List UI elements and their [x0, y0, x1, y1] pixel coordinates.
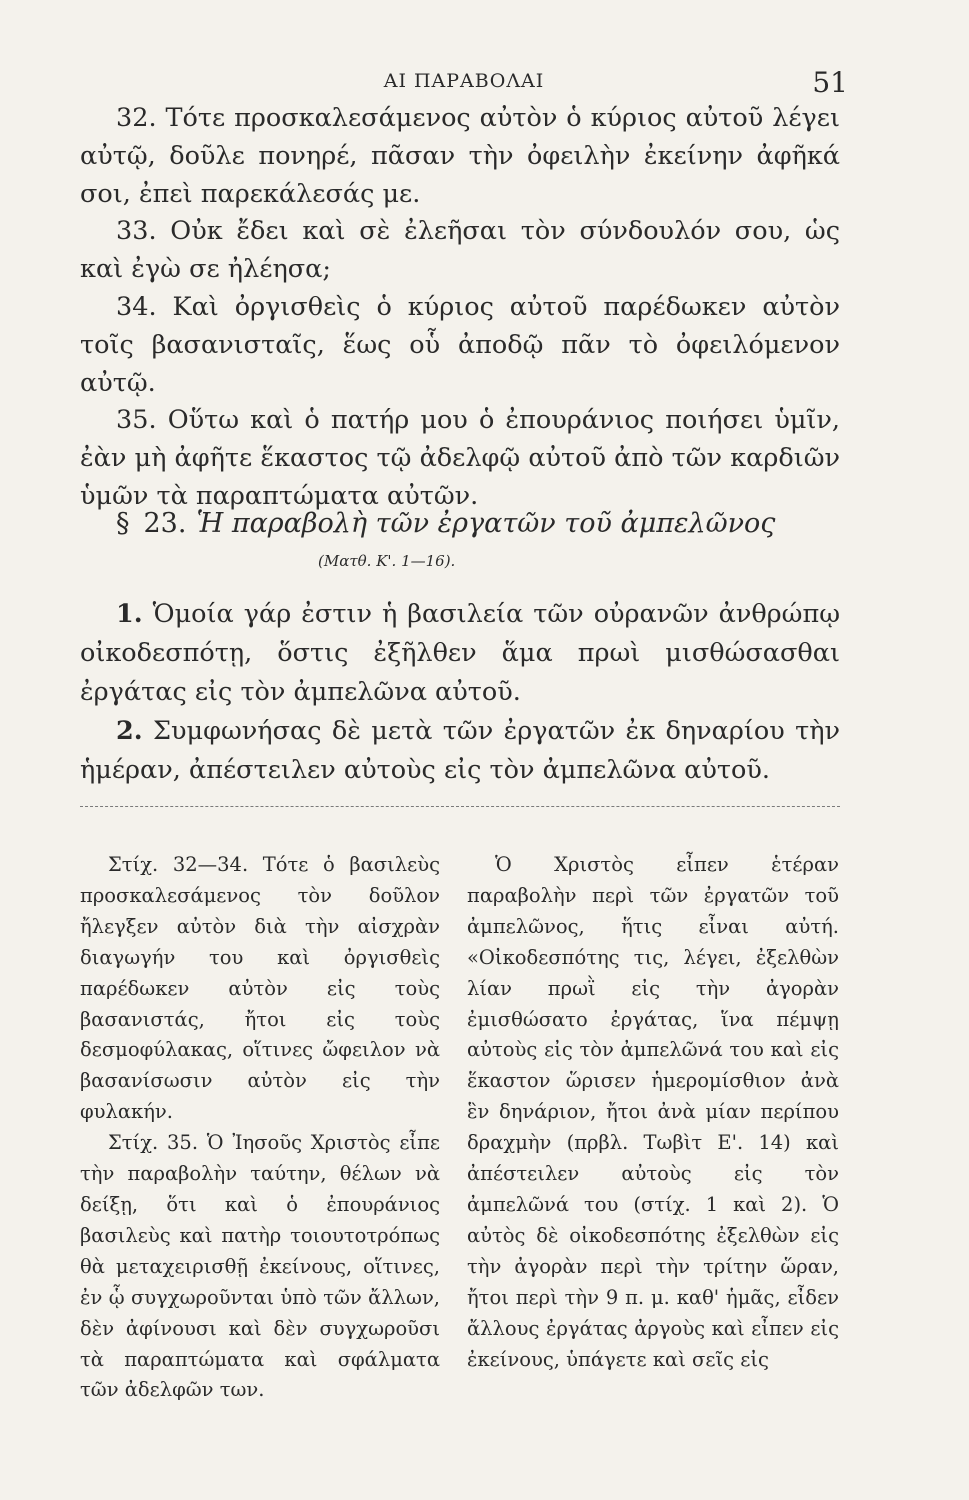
section-number: 23.: [143, 508, 187, 539]
section-heading: [116, 508, 840, 539]
verse-number: 33.: [116, 216, 157, 247]
main-text-section: [80, 595, 840, 790]
verse-35: [80, 402, 840, 515]
main-text-top: [80, 100, 840, 516]
verse-number: 1.: [116, 599, 143, 629]
verse-2: [80, 712, 840, 790]
commentary-left-column: [80, 850, 440, 1406]
verse-number: 34.: [116, 291, 157, 322]
commentary-note: Στίχ. 32—34. Τότε ὁ βασιλεὺς προσκαλεσάμενος τὸν δοῦλον ἤλεγξεν αὐτὸν διὰ τὴν αἰσχρὰν διαγωγήν του καὶ ὀργισθεὶς παρέδωκεν αὐτὸν εἰς τοὺς βασανιστάς, ἤτοι εἰς τοὺς δεσμοφύλακας, οἵτινες ὤφειλον νὰ βασανίσωσιν αὐτὸν εἰς τὴν φυλακήν.: [80, 853, 440, 1124]
running-head: [80, 66, 848, 98]
section-title: Ἡ παραβολὴ τῶν ἐργατῶν τοῦ ἀμπελῶνος: [196, 508, 776, 539]
running-head-title: ΑΙ ΠΑΡΑΒΟΛΑΙ: [383, 70, 545, 92]
commentary-right-column: [467, 850, 839, 1375]
verse-text: Οὕτω καὶ ὁ πατήρ μου ὁ ἐπουράνιος ποιήσει ὑμῖν, ἐὰν μὴ ἀφῆτε ἕκαστος τῷ ἀδελφῷ αὐτοῦ ἀπὸ τῶν καρδιῶν ὑμῶν τὰ παραπτώματα αὐτῶν.: [80, 405, 841, 511]
verse-text: Ὁμοία γάρ ἐστιν ἡ βασιλεία τῶν οὐρανῶν ἀνθρώπῳ οἰκοδεσπότῃ, ὅστις ἐξῆλθεν ἅμα πρωὶ μισθώσασθαι ἐργάτας εἰς τὸν ἀμπελῶνα αὐτοῦ.: [80, 599, 841, 707]
verse-text: Καὶ ὀργισθεὶς ὁ κύριος αὐτοῦ παρέδωκεν αὐτὸν τοῖς βασανισταῖς, ἕως οὗ ἀποδῷ πᾶν τὸ ὀφειλόμενον αὐτῷ.: [80, 291, 841, 398]
verse-32: [80, 100, 840, 213]
footnote-divider: [80, 806, 840, 807]
verse-number: 32.: [116, 103, 157, 133]
verse-text: Τότε προσκαλεσάμενος αὐτὸν ὁ κύριος αὐτοῦ λέγει αὐτῷ, δοῦλε πονηρέ, πᾶσαν τὴν ὀφειλὴν ἐκείνην ἀφῆκά σοι, ἐπεὶ παρεκάλεσάς με.: [80, 103, 841, 209]
commentary-note: Στίχ. 35. Ὁ Ἰησοῦς Χριστὸς εἶπε τὴν παραβολὴν ταύτην, θέλων νὰ δείξῃ, ὅτι καὶ ὁ ἐπουράνιος βασιλεὺς καὶ πατὴρ τοιουτοτρόπως θὰ μεταχειρισθῇ ἐκείνους, οἵτινες, ἐν ᾧ συγχωροῦνται ὑπὸ τῶν ἄλλων, δὲν ἀφίνουσι καὶ δὲν συγχωροῦσι τὰ παραπτώματα καὶ σφάλματα τῶν ἀδελφῶν των.: [80, 1131, 440, 1402]
commentary-note: Ὁ Χριστὸς εἶπεν ἑτέραν παραβολὴν περὶ τῶν ἐργατῶν τοῦ ἀμπελῶνος, ἥτις εἶναι αὐτή. «Οἰκοδεσπότης τις, λέγει, ἐξελθὼν λίαν πρωῒ εἰς τὴν ἀγορὰν ἐμισθώσατο ἐργάτας, ἵνα πέμψῃ αὐτοὺς εἰς τὸν ἀμπελῶνά του καὶ εἰς ἕκαστον ὥρισεν ἡμερομίσθιον ἀνὰ ἓν δηνάριον, ἤτοι ἀνὰ μίαν περίπου δραχμὴν (πρβλ. Τωβὶτ Ε'. 14) καὶ ἀπέστειλεν αὐτοὺς εἰς τὸν ἀμπελῶνά του (στίχ. 1 καὶ 2). Ὁ αὐτὸς δὲ οἰκοδεσπότης ἐξελθὼν εἰς τὴν ἀγορὰν περὶ τὴν τρίτην ὥραν, ἤτοι περὶ τὴν 9 π. μ. καθ' ἡμᾶς, εἶδεν ἄλλους ἐργάτας ἀργοὺς καὶ εἶπεν εἰς ἐκείνους, ὑπάγετε καὶ σεῖς εἰς: [467, 853, 839, 1371]
verse-1: [80, 595, 840, 712]
section-reference: (Ματθ. Κ'. 1—16).: [318, 552, 456, 570]
verse-text: Οὐκ ἔδει καὶ σὲ ἐλεῆσαι τὸν σύνδουλόν σου, ὡς καὶ ἐγὼ σε ἠλέησα;: [80, 216, 840, 285]
verse-text: Συμφωνήσας δὲ μετὰ τῶν ἐργατῶν ἐκ δηναρίου τὴν ἡμέραν, ἀπέστειλεν αὐτοὺς εἰς τὸν ἀμπελῶνα αὐτοῦ.: [80, 716, 841, 785]
section-symbol: §: [116, 508, 130, 539]
verse-number: 35.: [116, 405, 157, 436]
verse-34: [80, 289, 840, 402]
verse-33: [80, 213, 840, 289]
verse-number: 2.: [116, 716, 143, 746]
page-number: 51: [812, 66, 848, 99]
